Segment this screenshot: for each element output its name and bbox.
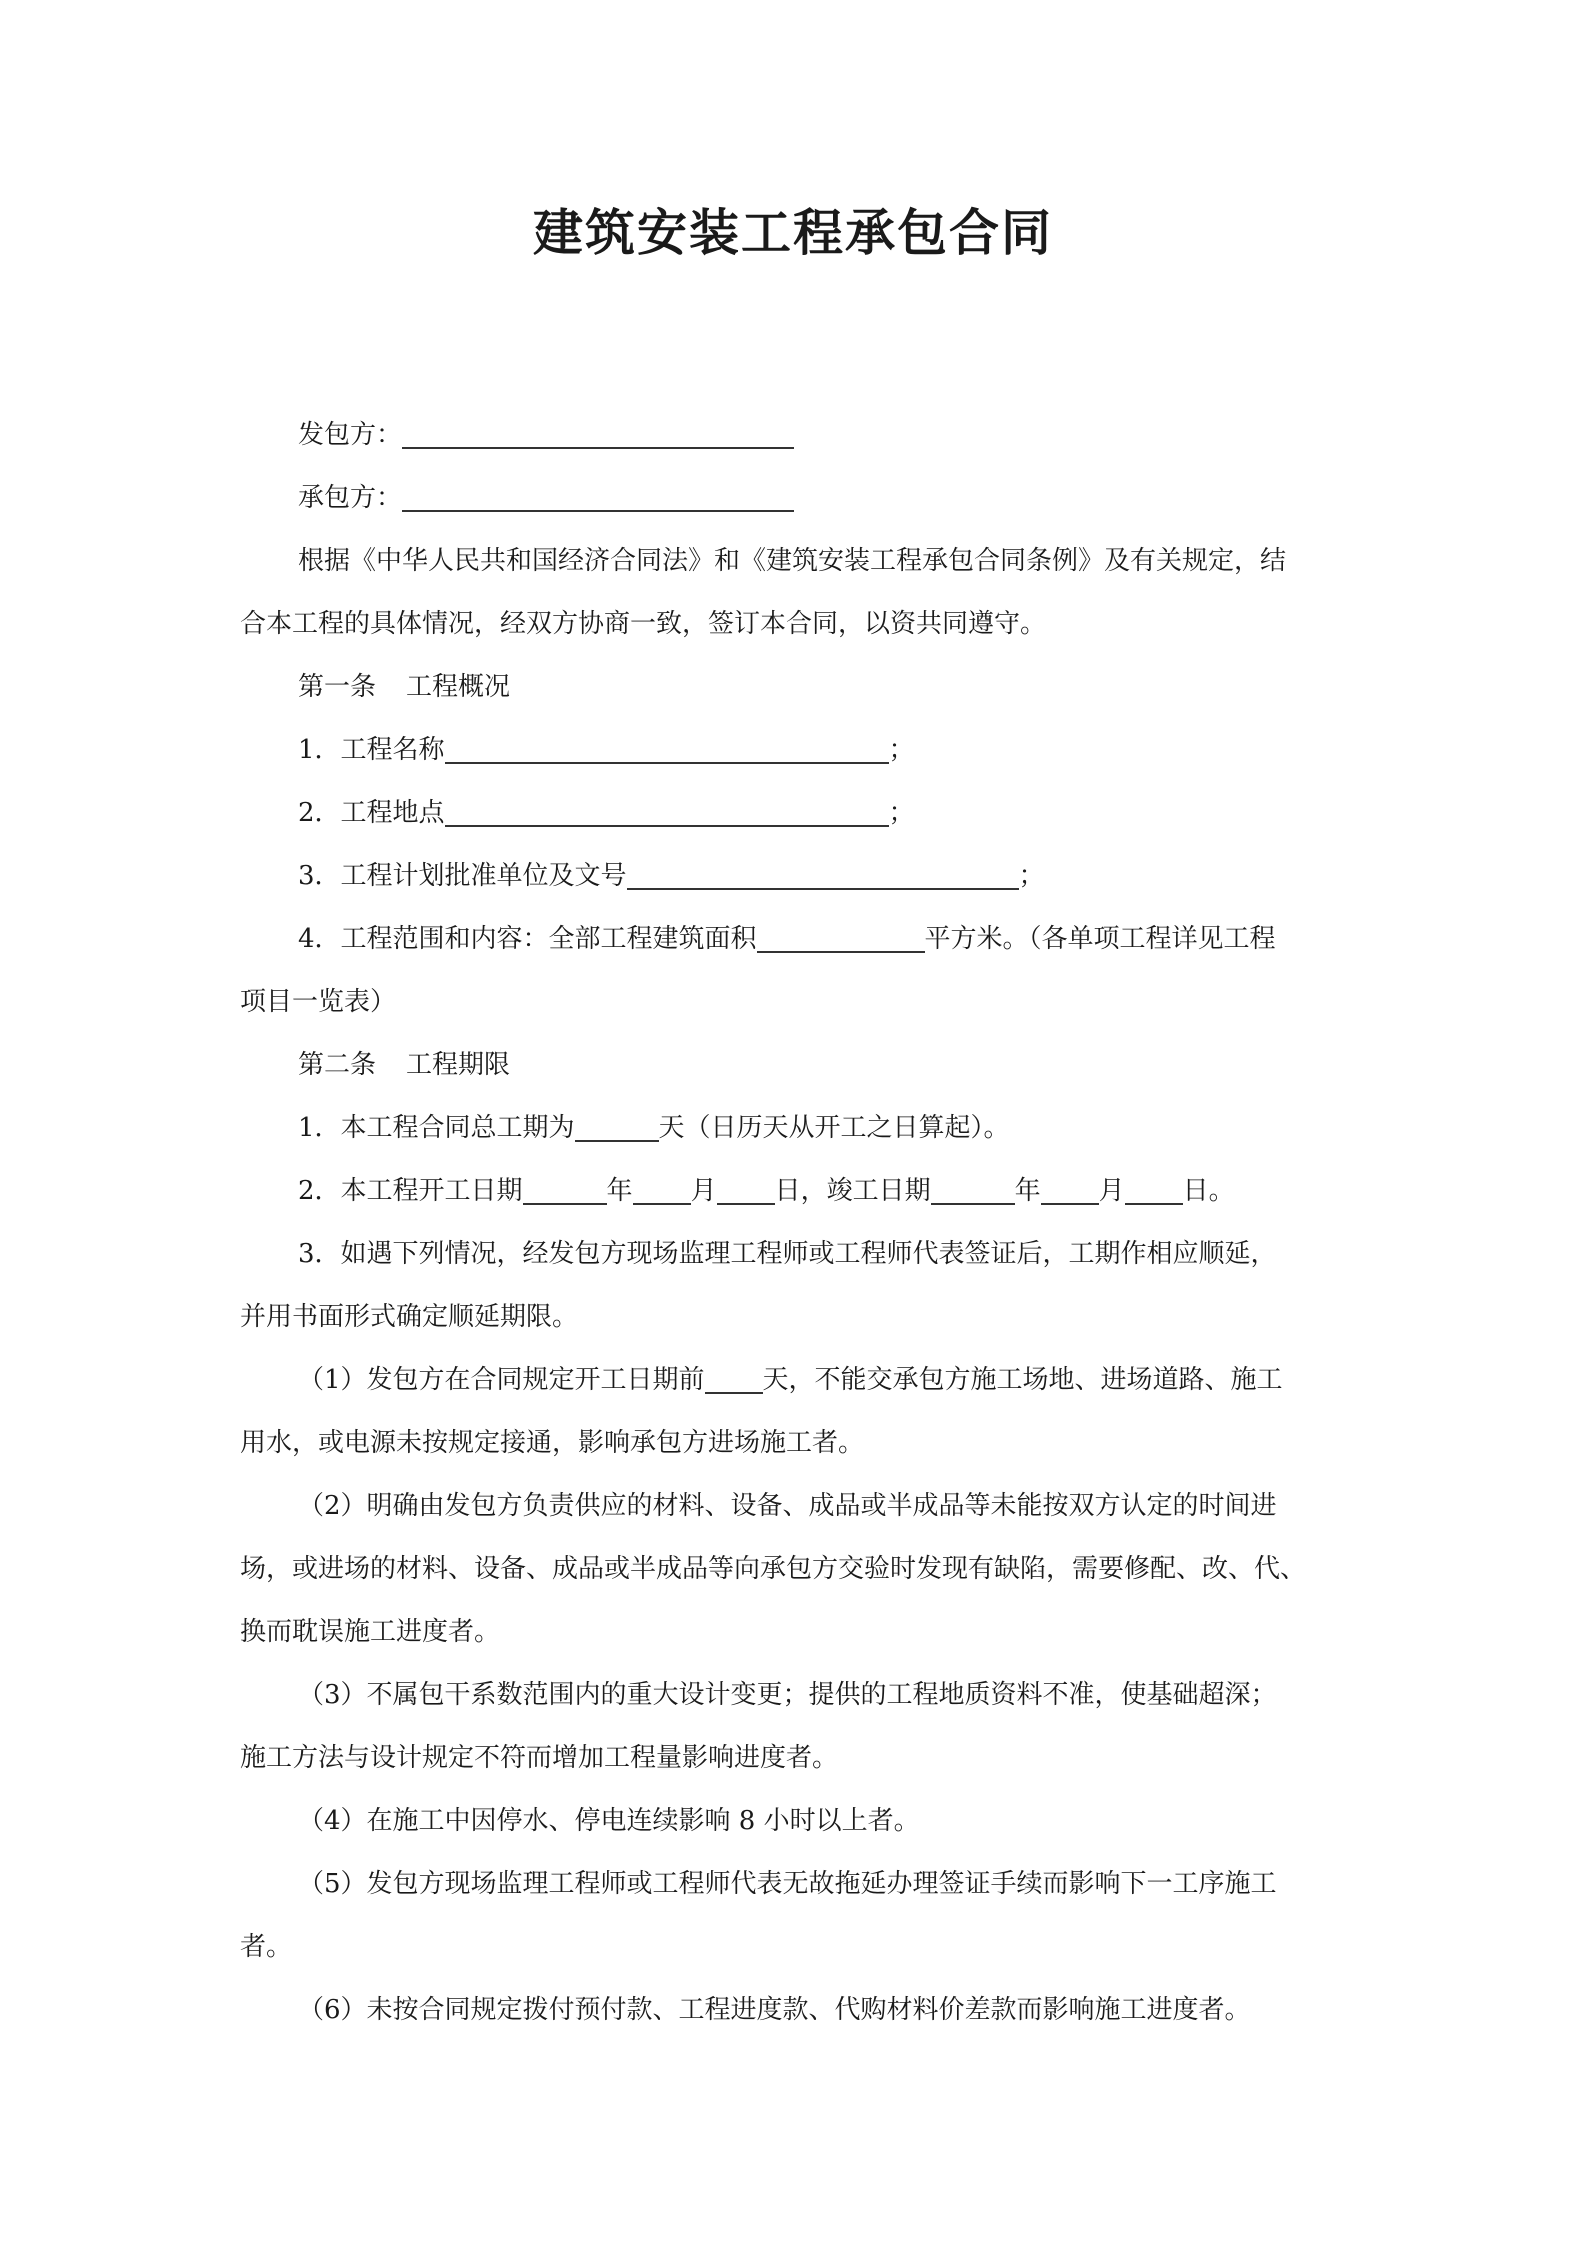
scope-unit-text: 平方米。（各单项工程详见工程 [924,924,1276,954]
clause-1-text-b: 天，不能交承包方施工场地、进场道路、施工 [762,1365,1283,1395]
party-a-label: 发包方： [298,420,403,450]
article-2-number: 第二条 [298,1050,377,1080]
clause-1-line-1 [298,1360,1360,1400]
scope-label: 4．工程范围和内容：全部工程建筑面积 [298,924,757,954]
clause-1-days-blank[interactable] [705,1362,763,1394]
article-1-heading [298,667,1360,707]
article-2-item-3-line-1: 3．如遇下列情况，经发包方现场监理工程师或工程师代表签证后，工期作相应顺延， [298,1239,1277,1269]
article-1-title: 工程概况 [406,672,511,702]
project-location-blank[interactable] [445,795,889,827]
article-2-item-1 [298,1108,1360,1148]
end-year-blank[interactable] [931,1173,1015,1205]
article-2-title: 工程期限 [406,1050,511,1080]
party-b-line [298,478,1360,518]
article-2-item-3-line-2: 并用书面形式确定顺延期限。 [240,1302,579,1332]
month-label: 月 [690,1176,717,1206]
party-a-line [298,415,1360,455]
clause-2-line-3: 换而耽误施工进度者。 [240,1617,501,1647]
end-month-blank[interactable] [1041,1173,1099,1205]
punctuation: ； [888,735,915,765]
punctuation: ； [888,798,915,828]
clause-5-line-1: （5）发包方现场监理工程师或工程师代表无故拖延办理签证手续而影响下一工序施工 [298,1869,1277,1899]
clause-2-line-1: （2）明确由发包方负责供应的材料、设备、成品或半成品等未能按双方认定的时间进 [298,1491,1277,1521]
day-label: 日。 [1182,1176,1235,1206]
punctuation: ； [1018,861,1045,891]
total-days-blank[interactable] [575,1110,659,1142]
article-1-item-4 [298,919,1360,959]
approval-unit-blank[interactable] [627,858,1019,890]
article-2-heading [298,1045,1360,1085]
end-day-blank[interactable] [1125,1173,1183,1205]
approval-unit-label: 3．工程计划批准单位及文号 [298,861,627,891]
clause-3-line-1: （3）不属包干系数范围内的重大设计变更；提供的工程地质资料不准，使基础超深； [298,1680,1277,1710]
clause-1-line-2: 用水，或电源未按规定接通，影响承包方进场施工者。 [240,1428,865,1458]
document-title: 建筑安装工程承包合同 [533,203,1053,262]
project-name-blank[interactable] [445,732,889,764]
clause-2-line-2: 场，或进场的材料、设备、成品或半成品等向承包方交验时发现有缺陷，需要修配、改、代、 [240,1554,1307,1584]
clause-3-line-2: 施工方法与设计规定不符而增加工程量影响进度者。 [240,1743,839,1773]
start-date-label: 2．本工程开工日期 [298,1176,523,1206]
article-1-number: 第一条 [298,672,377,702]
article-1-item-3 [298,856,1360,896]
start-month-blank[interactable] [633,1173,691,1205]
article-2-item-2 [298,1171,1360,1211]
article-1-item-1 [298,730,1360,770]
preamble-line-1: 根据《中华人民共和国经济合同法》和《建筑安装工程承包合同条例》及有关规定，结 [298,546,1287,576]
project-name-label: 1．工程名称 [298,735,445,765]
party-a-blank[interactable] [402,417,794,449]
article-1-item-2 [298,793,1360,833]
clause-5-line-2: 者。 [240,1932,293,1962]
start-day-blank[interactable] [717,1173,775,1205]
month-label: 月 [1098,1176,1125,1206]
project-location-label: 2．工程地点 [298,798,445,828]
clause-4: （4）在施工中因停水、停电连续影响 8 小时以上者。 [298,1806,920,1836]
total-duration-label: 1．本工程合同总工期为 [298,1113,575,1143]
year-label: 年 [606,1176,633,1206]
party-b-blank[interactable] [402,480,794,512]
clause-1-text-a: （1）发包方在合同规定开工日期前 [298,1365,705,1395]
party-b-label: 承包方： [298,483,403,513]
preamble-line-2: 合本工程的具体情况，经双方协商一致，签订本合同，以资共同遵守。 [240,609,1047,639]
duration-note: 天（日历天从开工之日算起）。 [658,1113,1010,1143]
start-year-blank[interactable] [523,1173,607,1205]
article-1-item-4-line-2: 项目一览表） [240,987,397,1017]
year-label: 年 [1014,1176,1041,1206]
completion-date-label: 日，竣工日期 [774,1176,931,1206]
clause-6: （6）未按合同规定拨付预付款、工程进度款、代购材料价差款而影响施工进度者。 [298,1995,1251,2025]
building-area-blank[interactable] [757,921,925,953]
